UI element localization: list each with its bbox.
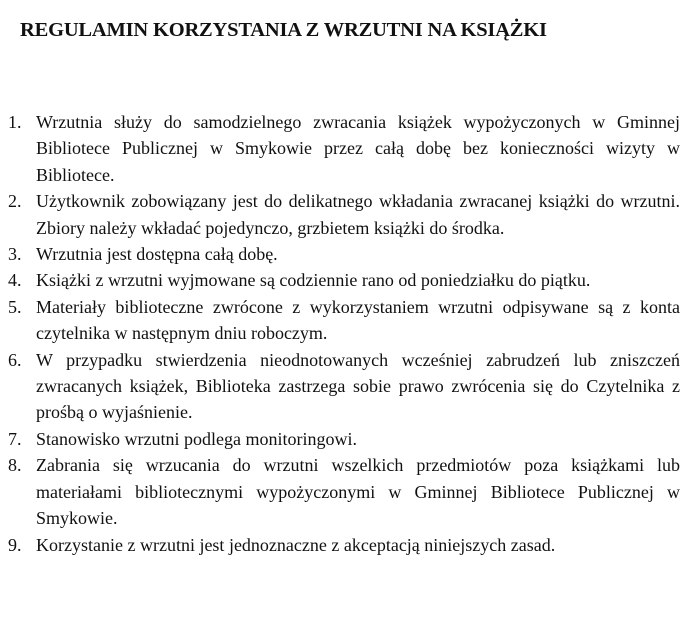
document-title: REGULAMIN KORZYSTANIA Z WRZUTNI NA KSIĄŻKI [20, 19, 547, 41]
rule-number: 1. [8, 112, 22, 132]
rules-list [8, 109, 680, 558]
rule-number: 3. [8, 244, 22, 265]
rule-text: Użytkownik zobowiązany jest do delikatnego wkładania zwracanej książki do wrzutni. Zbiory należy wkładać pojedynczo, grzbietem książki do środka. [36, 191, 680, 238]
rule-number: 7. [8, 428, 22, 449]
rule-number: 4. [8, 270, 22, 291]
rule-number: 6. [8, 349, 22, 370]
rule-number: 2. [8, 191, 22, 212]
rule-text: Materiały biblioteczne zwrócone z wykorzystaniem wrzutni odpisywane są z konta czytelnika w następnym dniu roboczym. [36, 296, 680, 344]
rule-item-2 [8, 188, 680, 241]
rule-item-6 [8, 347, 680, 426]
rule-item-9 [8, 532, 680, 558]
rule-item-7 [8, 426, 680, 452]
rule-number: 8. [8, 455, 22, 476]
rule-number: 5. [8, 296, 22, 317]
rule-text: Zabrania się wrzucania do wrzutni wszelkich przedmiotów poza książkami lub materiałami bibliotecznymi wypożyczonymi w Gminnej Bibliotece Publicznej w Smykowie. [36, 455, 680, 529]
rule-item-8 [8, 452, 680, 531]
rule-text: Wrzutnia jest dostępna całą dobę. [36, 244, 278, 265]
rule-item-3 [8, 241, 680, 267]
rule-item-5 [8, 294, 680, 347]
rule-item-1 [8, 109, 680, 188]
rule-text: W przypadku stwierdzenia nieodnotowanych wcześniej zabrudzeń lub zniszczeń zwracanych książek, Biblioteka zastrzega sobie prawo zwrócenia się do Czytelnika z prośbą o wyjaśnienie. [36, 349, 680, 423]
rule-text: Korzystanie z wrzutni jest jednoznaczne z akceptacją niniejszych zasad. [36, 534, 556, 555]
rule-text: Stanowisko wrzutni podlega monitoringowi. [36, 428, 357, 449]
rule-item-4 [8, 267, 680, 293]
rule-number: 9. [8, 534, 22, 555]
rule-text: Wrzutnia służy do samodzielnego zwracania książek wypożyczonych w Gminnej Bibliotece Publicznej w Smykowie przez całą dobę bez konieczności wizyty w Bibliotece. [36, 112, 680, 185]
rule-text: Książki z wrzutni wyjmowane są codziennie rano od poniedziałku do piątku. [36, 270, 591, 291]
